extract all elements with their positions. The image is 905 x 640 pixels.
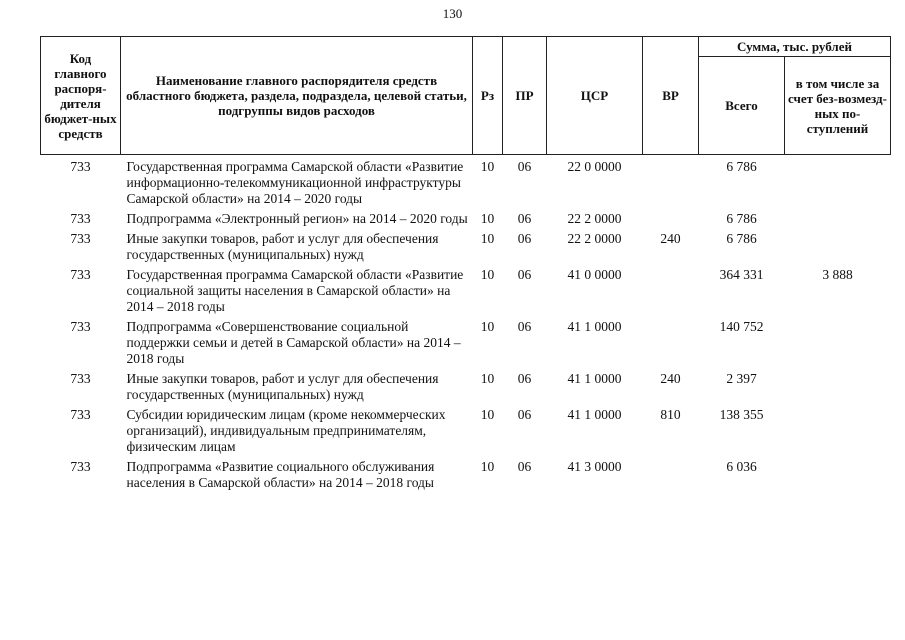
cell-pr: 06 xyxy=(517,231,532,246)
cell-csr: 41 0 0000 xyxy=(567,267,622,282)
cell-pr: 06 xyxy=(517,159,532,174)
cell-code: 733 xyxy=(70,159,91,174)
cell-csr: 41 3 0000 xyxy=(567,459,622,474)
cell-pr: 06 xyxy=(517,267,532,282)
cell-total: 6 786 xyxy=(726,211,757,226)
cell-vr xyxy=(643,459,699,495)
cell-csr: 41 1 0000 xyxy=(567,319,622,334)
table-row xyxy=(41,267,891,319)
header-vr: ВР xyxy=(643,37,699,155)
cell-vr xyxy=(643,155,699,212)
cell-free xyxy=(785,155,891,212)
header-code: Код главного распоря-дителя бюджет-ных средств xyxy=(41,37,121,155)
table-row xyxy=(41,407,891,459)
cell-total: 6 036 xyxy=(726,459,757,474)
cell-pr: 06 xyxy=(517,407,532,422)
cell-pr: 06 xyxy=(517,319,532,334)
cell-code: 733 xyxy=(70,267,91,282)
table-row xyxy=(41,211,891,231)
table-row xyxy=(41,231,891,267)
cell-vr: 810 xyxy=(660,407,681,422)
cell-vr xyxy=(643,319,699,371)
budget-table xyxy=(40,36,891,495)
cell-free xyxy=(785,211,891,231)
cell-total: 2 397 xyxy=(726,371,757,386)
cell-vr xyxy=(643,267,699,319)
cell-name: Иные закупки товаров, работ и услуг для обеспечения государственных (муниципальных) нужд xyxy=(126,231,439,262)
header-free: в том числе за счет без-возмезд-ных по-ступлений xyxy=(785,57,891,155)
cell-code: 733 xyxy=(70,211,91,226)
header-sum-group: Сумма, тыс. рублей xyxy=(699,37,891,57)
cell-name: Подпрограмма «Совершенствование социальной поддержки семьи и детей в Самарской области» на 2014 – 2018 годы xyxy=(126,319,461,366)
cell-rz: 10 xyxy=(480,159,495,174)
header-csr: ЦСР xyxy=(547,37,643,155)
cell-total: 6 786 xyxy=(726,159,757,174)
cell-total: 138 355 xyxy=(719,407,764,422)
cell-csr: 22 0 0000 xyxy=(567,159,622,174)
header-name: Наименование главного распорядителя средств областного бюджета, раздела, подраздела, целевой статьи, подгруппы видов расходов xyxy=(121,37,473,155)
cell-pr: 06 xyxy=(517,211,532,226)
cell-rz: 10 xyxy=(480,459,495,474)
table-row xyxy=(41,155,891,212)
cell-csr: 41 1 0000 xyxy=(567,371,622,386)
cell-total: 364 331 xyxy=(719,267,764,282)
cell-code: 733 xyxy=(70,319,91,334)
cell-free xyxy=(785,459,891,495)
table-row xyxy=(41,459,891,495)
cell-rz: 10 xyxy=(480,231,495,246)
cell-name: Субсидии юридическим лицам (кроме некоммерческих организаций), индивидуальным предпринимателям, физическим лицам xyxy=(126,407,446,454)
cell-vr xyxy=(643,211,699,231)
header-total: Всего xyxy=(699,57,785,155)
cell-code: 733 xyxy=(70,371,91,386)
cell-name: Государственная программа Самарской области «Развитие социальной защиты населения в Самарской области» на 2014 – 2018 годы xyxy=(126,267,464,314)
cell-vr: 240 xyxy=(660,231,681,246)
header-rz: Рз xyxy=(473,37,503,155)
cell-rz: 10 xyxy=(480,267,495,282)
cell-csr: 22 2 0000 xyxy=(567,231,622,246)
cell-name: Иные закупки товаров, работ и услуг для обеспечения государственных (муниципальных) нужд xyxy=(126,371,439,402)
cell-name: Государственная программа Самарской области «Развитие информационно-телекоммуникационной инфраструктуры Самарской области» на 2014 – 2020 годы xyxy=(126,159,464,206)
page-number: 130 xyxy=(442,6,463,21)
cell-rz: 10 xyxy=(480,371,495,386)
cell-free xyxy=(785,407,891,459)
cell-total: 6 786 xyxy=(726,231,757,246)
table-header xyxy=(41,37,891,155)
cell-csr: 22 2 0000 xyxy=(567,211,622,226)
cell-code: 733 xyxy=(70,407,91,422)
cell-code: 733 xyxy=(70,231,91,246)
cell-free xyxy=(785,231,891,267)
cell-name: Подпрограмма «Электронный регион» на 2014 – 2020 годы xyxy=(126,211,468,226)
cell-code: 733 xyxy=(70,459,91,474)
cell-free: 3 888 xyxy=(822,267,853,282)
cell-name: Подпрограмма «Развитие социального обслуживания населения в Самарской области» на 2014 – 2018 годы xyxy=(126,459,435,490)
table-row xyxy=(41,319,891,371)
cell-rz: 10 xyxy=(480,319,495,334)
cell-total: 140 752 xyxy=(719,319,764,334)
cell-rz: 10 xyxy=(480,407,495,422)
cell-free xyxy=(785,319,891,371)
table-row xyxy=(41,371,891,407)
table-body xyxy=(41,155,891,496)
cell-pr: 06 xyxy=(517,371,532,386)
cell-free xyxy=(785,371,891,407)
cell-csr: 41 1 0000 xyxy=(567,407,622,422)
cell-rz: 10 xyxy=(480,211,495,226)
header-pr: ПР xyxy=(503,37,547,155)
cell-pr: 06 xyxy=(517,459,532,474)
cell-vr: 240 xyxy=(660,371,681,386)
